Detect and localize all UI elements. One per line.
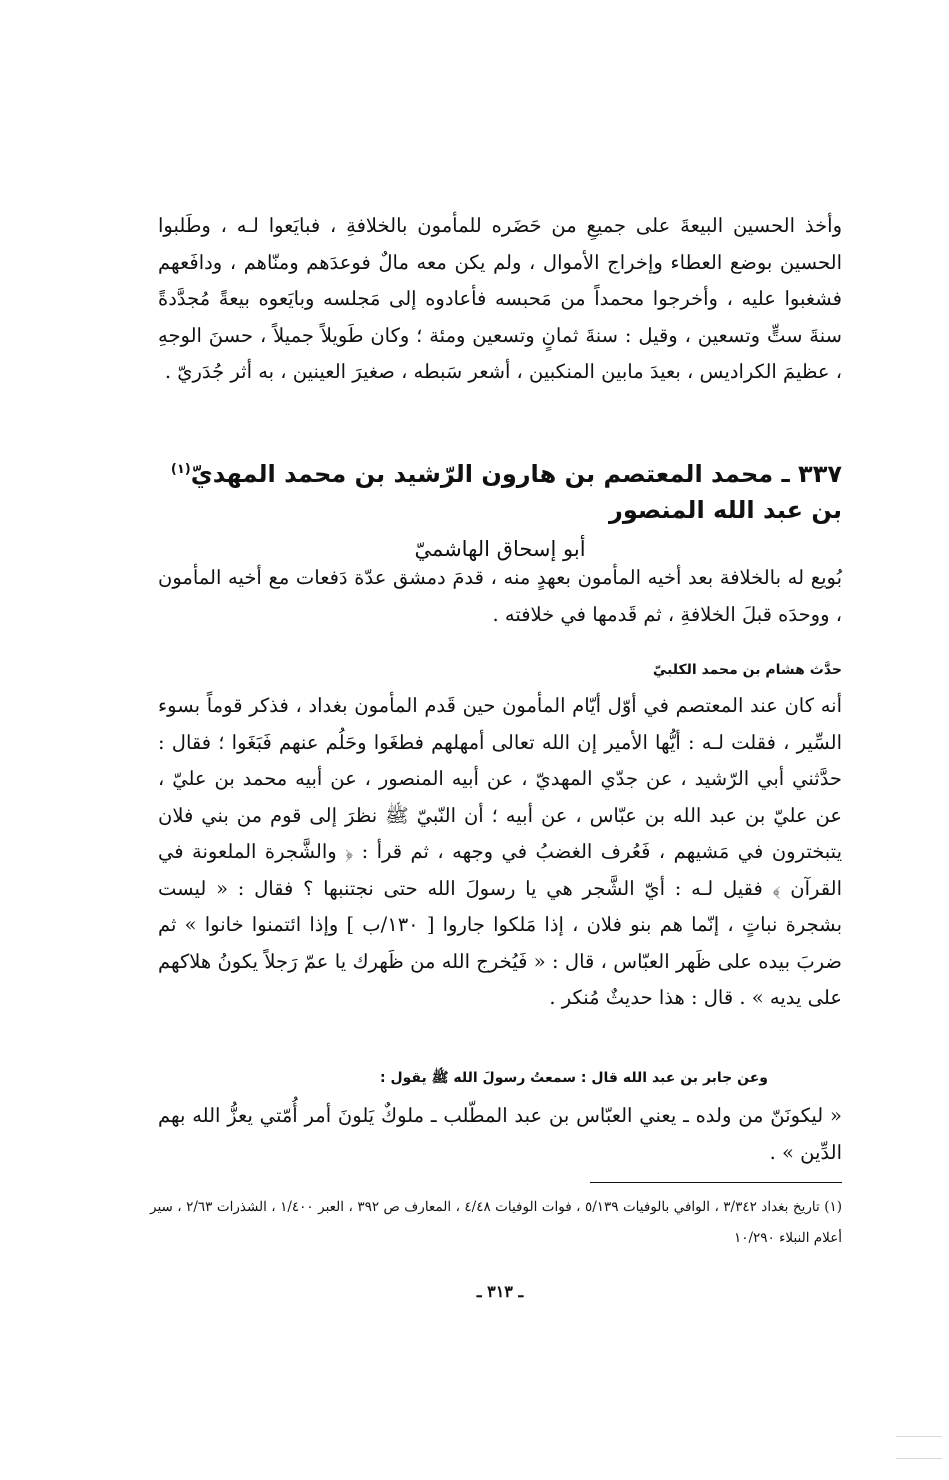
section3-block xyxy=(158,688,842,1017)
footnote: (١) تاريخ بغداد ٣/٣٤٢ ، الوافي بالوفيات ٥/١٣٩ ، فوات الوفيات ٤/٤٨ ، المعارف ص ٣٩٢ ، العبر ١/٤٠٠ ، الشذرات ٢/٦٣ ، سير أعلام النبلاء ١٠/٢٩٠ xyxy=(150,1199,843,1246)
entry-title-main: ٣٣٧ ـ محمد المعتصم بن هارون الرّشيد بن محمد المهديّ xyxy=(190,460,842,488)
entry-heading xyxy=(158,452,842,566)
page-number: ـ ٣١٣ ـ xyxy=(476,1282,524,1301)
entry-subtitle: أبو إسحاق الهاشميّ xyxy=(414,537,586,561)
entry-title xyxy=(158,452,842,528)
section4-block xyxy=(158,1098,842,1171)
narrator-line-2: وعن جابر بن عبد الله قال : سمعتُ رسولَ الله ﷺ يقول : xyxy=(380,1070,768,1086)
section4-paragraph: « ليكونَنّ من ولده ـ يعني العبّاس بن عبد المطّلب ـ ملوكٌ يَلونَ أمر أُمّتي يعزُّ الله بهم الدِّين » . xyxy=(158,1104,842,1164)
margin-line-bottom xyxy=(896,1458,942,1459)
intro-paragraph-block xyxy=(158,208,842,391)
narrator-line-1: حدَّث هشام بن محمد الكلبيّ xyxy=(652,662,842,678)
margin-line-top xyxy=(896,1436,942,1437)
intro-paragraph: وأخذ الحسين البيعةَ على جميعِ من حَضَره للمأمون بالخلافةِ ، فبايَعوا لـه ، وطَلبوا الحسين بوضع العطاء وإخراج الأموال ، ولم يكن معه مالٌ فوعدَهم ومنّاهم ، ودافَعهم فشغبوا عليه ، وأخرجوا محمداً من مَحبسه فأعادوه إلى مَجلسه وبايَعوه بيعةً مُجدَّدةً سنةَ ستٍّ وتسعين ، وقيل : سنةَ ثمانٍ وتسعين ومئة ؛ وكان طَويلاً جميلاً ، حسنَ الوجهِ ، عظيمَ الكراديس ، بعيدَ مابين المنكبين ، أشعر سَبطه ، صغيرَ العينين ، به أثر جُدَريّ . xyxy=(158,214,842,383)
footnote-separator xyxy=(590,1182,842,1183)
narrator-line-1-wrap xyxy=(158,658,842,682)
section3-paragraph: أنه كان عند المعتصم في أوّل أيّام المأمون حين قَدم المأمون بغداد ، فذكر قوماً بسوء السِّير ، فقلت لـه : أيُّها الأمير إن الله تعالى أمهلهم فطغَوا وحَلُم عنهم فَبَغَوا ؛ فقال : حدَّثني أبي الرّشيد ، عن جدّي المهديّ ، عن أبيه المنصور ، عن أبيه محمد بن عليّ ، عن عليّ بن عبد الله بن عبّاس ، عن أبيه ؛ أن النّبيّ ﷺ نظرَ إلى قوم من بني فلان يتبخترون في مَشيهم ، فَعُرف الغضبُ في وجهه ، ثم قرأ : ﴿ والشَّجرة الملعونة في القرآن ﴾ فقيل لـه : أيّ الشَّجر هي يا رسولَ الله حتى نجتنبها ؟ فقال : « ليست بشجرة نباتٍ ، إنّما هم بنو فلان ، إذا مَلكوا جاروا [ ١٣٠/ب ] وإذا ائتمنوا خانوا » ثم ضربَ بيده على ظَهر العبّاس ، قال : « فَيُخرج الله من ظَهرك يا عمّ رَجلاً يكونُ هلاكهم على يديه » . قال : هذا حديثٌ مُنكر . xyxy=(158,694,843,1009)
footnote-reference: (١) xyxy=(170,462,191,477)
entry-title-rest: بن عبد الله المنصور xyxy=(609,496,842,524)
section2-paragraph: بُويع له بالخلافة بعد أخيه المأمون بعهدٍ منه ، قدمَ دمشق عدّة دَفعات مع أخيه المأمون ، ووحدَه قبلَ الخلافةِ ، ثم قَدمها في خلافته . xyxy=(158,566,842,626)
section2-block xyxy=(158,560,842,633)
narrator-line-2-wrap xyxy=(158,1066,768,1090)
